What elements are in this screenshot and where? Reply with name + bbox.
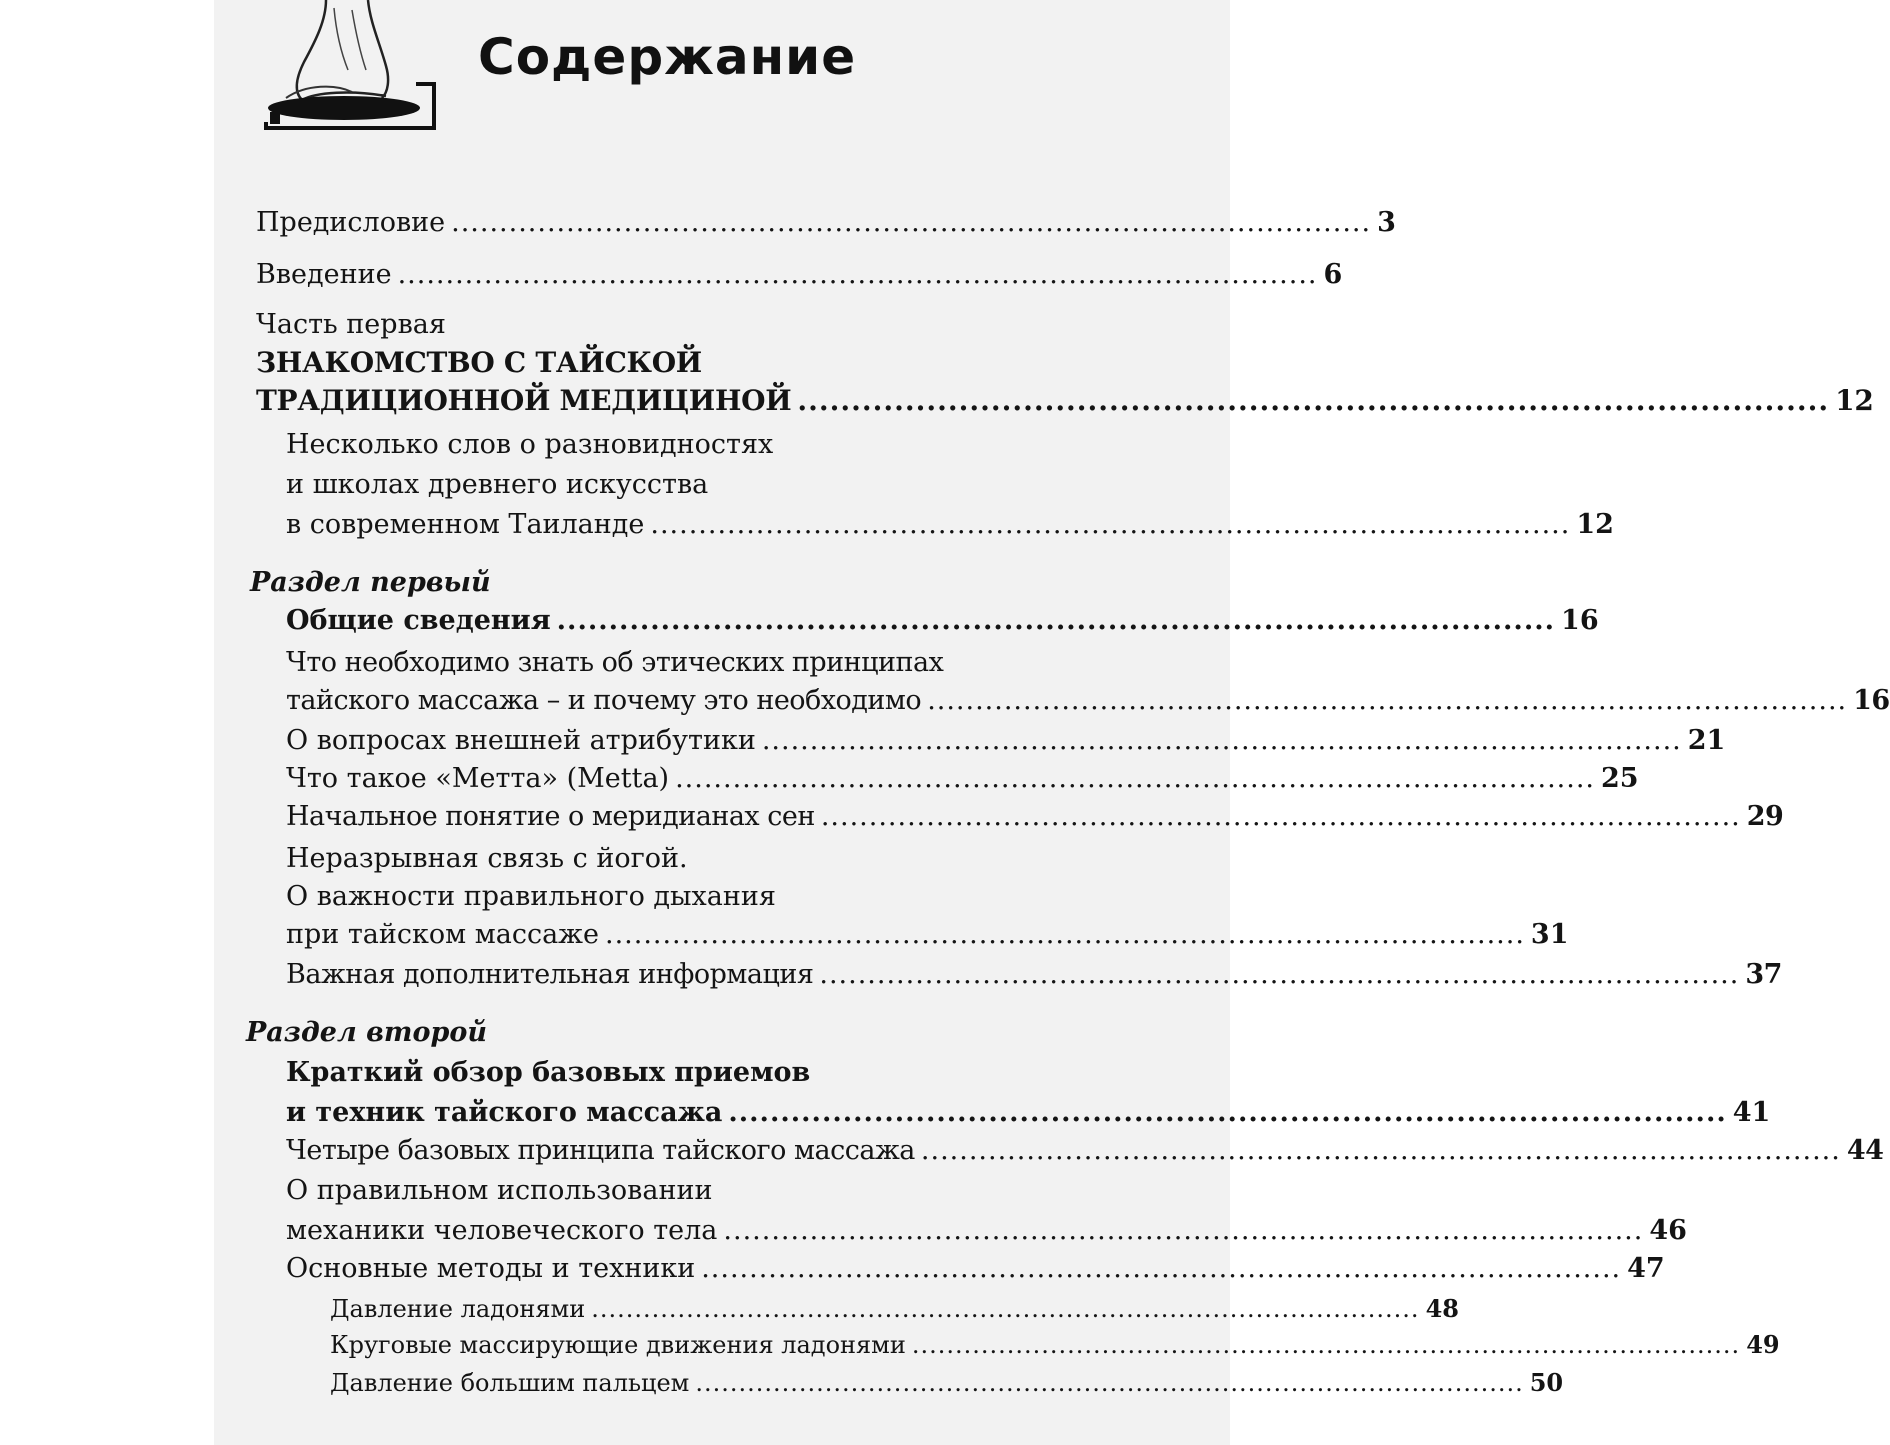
toc-entry-principles[interactable] (286, 1134, 1884, 1168)
toc-entry-label: Предисловие (256, 207, 446, 238)
part-title-text: ЗНАКОМСТВО С ТАЙСКОЙ (256, 346, 702, 379)
toc-page-number: 12 (1835, 384, 1874, 417)
toc-entry-label: и техник тайского массажа (286, 1097, 723, 1128)
toc-entry-thumb[interactable] (330, 1366, 1564, 1400)
toc-entry-ethics[interactable] (286, 684, 1890, 718)
toc-entry-label: Общие сведения (286, 605, 551, 636)
toc-entry-methods[interactable] (286, 1252, 1665, 1286)
section-label-text: Раздел второй (246, 1017, 487, 1048)
part-label-text: Часть первая (256, 309, 446, 340)
page-title: Содержание (478, 28, 857, 86)
toc-leader-dots: ................................................................................................ (920, 1135, 1841, 1166)
toc-entry-label: в современном Таиланде (286, 509, 645, 540)
toc-leader-dots: ................................................................................................ (675, 763, 1595, 794)
toc-entry-label: Давление большим пальцем (330, 1369, 690, 1397)
section-label (246, 1016, 487, 1050)
toc-entry-text: О важности правильного дыхания (286, 881, 776, 912)
toc-page-number: 16 (1561, 605, 1599, 636)
toc-leader-dots: ................................................................................................ (797, 384, 1830, 417)
toc-entry-label: Что такое «Метта» (Metta) (286, 763, 670, 794)
toc-page-number: 41 (1732, 1097, 1771, 1128)
toc-leader-dots: ................................................................................................ (695, 1369, 1524, 1397)
toc-page-number: 44 (1846, 1135, 1884, 1166)
toc-entry-label: Важная дополнительная информация (286, 959, 814, 990)
toc-entry-palms[interactable] (330, 1292, 1459, 1326)
toc-page-number: 47 (1627, 1253, 1665, 1284)
toc-page-number: 37 (1745, 959, 1782, 990)
section-label-text: Раздел первый (250, 567, 491, 598)
toc-entry-label: тайского массажа – и почему это необходимо (286, 685, 922, 716)
toc-entry-meridians[interactable] (286, 800, 1784, 834)
toc-page-number: 50 (1529, 1368, 1564, 1397)
toc-entry-text: О правильном использовании (286, 1175, 713, 1206)
toc-entry-text: и школах древнего искусства (286, 469, 709, 500)
toc-entry-label: механики человеческого тела (286, 1215, 718, 1246)
toc-page-number: 49 (1746, 1330, 1780, 1359)
toc-entry-label: Давление ладонями (330, 1295, 586, 1323)
toc-entry-label: О вопросах внешней атрибутики (286, 725, 756, 756)
toc-entry-text: Что необходимо знать об этических принципах (286, 647, 944, 678)
toc-page-number: 16 (1853, 685, 1890, 716)
toc-leader-dots: ................................................................................................ (591, 1295, 1420, 1323)
toc-entry-overview[interactable] (286, 1096, 1771, 1130)
toc-entry-extra[interactable] (286, 958, 1782, 992)
toc-entry-label: Введение (256, 259, 392, 290)
section-label (250, 566, 491, 600)
toc-entry-label: при тайском массаже (286, 919, 599, 950)
toc-entry-intro[interactable] (256, 258, 1343, 292)
toc-entry-line (286, 842, 688, 876)
part-title-line (256, 346, 702, 380)
toc-entry-line (286, 428, 773, 462)
toc-page-number: 31 (1530, 919, 1569, 950)
toc-entry-line (286, 1174, 712, 1208)
toc-leader-dots: ................................................................................................ (451, 207, 1372, 238)
toc-entry-line (286, 1056, 810, 1090)
toc-page-number: 29 (1746, 801, 1784, 832)
toc-page-number: 3 (1377, 207, 1396, 238)
toc-page-number: 12 (1576, 509, 1614, 540)
toc-entry-metta[interactable] (286, 762, 1639, 796)
toc-leader-dots: ................................................................................................ (820, 801, 1741, 832)
toc-entry-part1[interactable] (256, 384, 1874, 418)
toc-leader-dots: ................................................................................................ (556, 605, 1556, 636)
toc-entry-general[interactable] (286, 604, 1599, 638)
toc-leader-dots: ................................................................................................ (927, 685, 1848, 716)
part-label (256, 308, 446, 342)
toc-page-number: 48 (1425, 1294, 1459, 1323)
toc-entry-text: Несколько слов о разновидностях (286, 429, 774, 460)
toc-leader-dots: ................................................................................................ (604, 919, 1525, 950)
toc-leader-dots: ................................................................................................ (819, 959, 1740, 990)
toc-leader-dots: ................................................................................................ (761, 725, 1682, 756)
toc-entry-label: Начальное понятие о меридианах сен (286, 801, 815, 832)
toc-leader-dots: ................................................................................................ (728, 1097, 1727, 1128)
toc-entry-circular[interactable] (330, 1328, 1780, 1362)
toc-entry-text: Краткий обзор базовых приемов (286, 1057, 811, 1088)
toc-page-number: 6 (1323, 259, 1343, 290)
toc-entry-line (286, 468, 708, 502)
toc-page-number: 25 (1601, 763, 1639, 794)
toc-entry-label: Круговые массирующие движения ладонями (330, 1331, 906, 1359)
toc-entry-yoga[interactable] (286, 918, 1569, 952)
toc-entry-line (286, 646, 943, 680)
toc-entry-label: Основные методы и техники (286, 1253, 696, 1284)
toc-leader-dots: ................................................................................................ (723, 1215, 1644, 1246)
toc-entry-line (286, 880, 776, 914)
toc-page-number: 46 (1649, 1215, 1687, 1246)
toc-leader-dots: ................................................................................................ (650, 509, 1571, 540)
toc-entry-schools[interactable] (286, 508, 1614, 542)
toc-leader-dots: ................................................................................................ (911, 1331, 1741, 1359)
toc-leader-dots: ................................................................................................ (397, 259, 1318, 290)
toc-entry-mechanics[interactable] (286, 1214, 1687, 1248)
toc-page-number: 21 (1687, 725, 1726, 756)
toc-entry-label: ТРАДИЦИОННОЙ МЕДИЦИНОЙ (256, 384, 792, 417)
toc-entry-label: Четыре базовых принципа тайского массажа (286, 1135, 915, 1166)
toc-entry-attributes[interactable] (286, 724, 1726, 758)
toc-entry-preface[interactable] (256, 206, 1396, 240)
toc-entry-text: Неразрывная связь с йогой. (286, 843, 688, 874)
toc-leader-dots: ................................................................................................ (701, 1253, 1622, 1284)
